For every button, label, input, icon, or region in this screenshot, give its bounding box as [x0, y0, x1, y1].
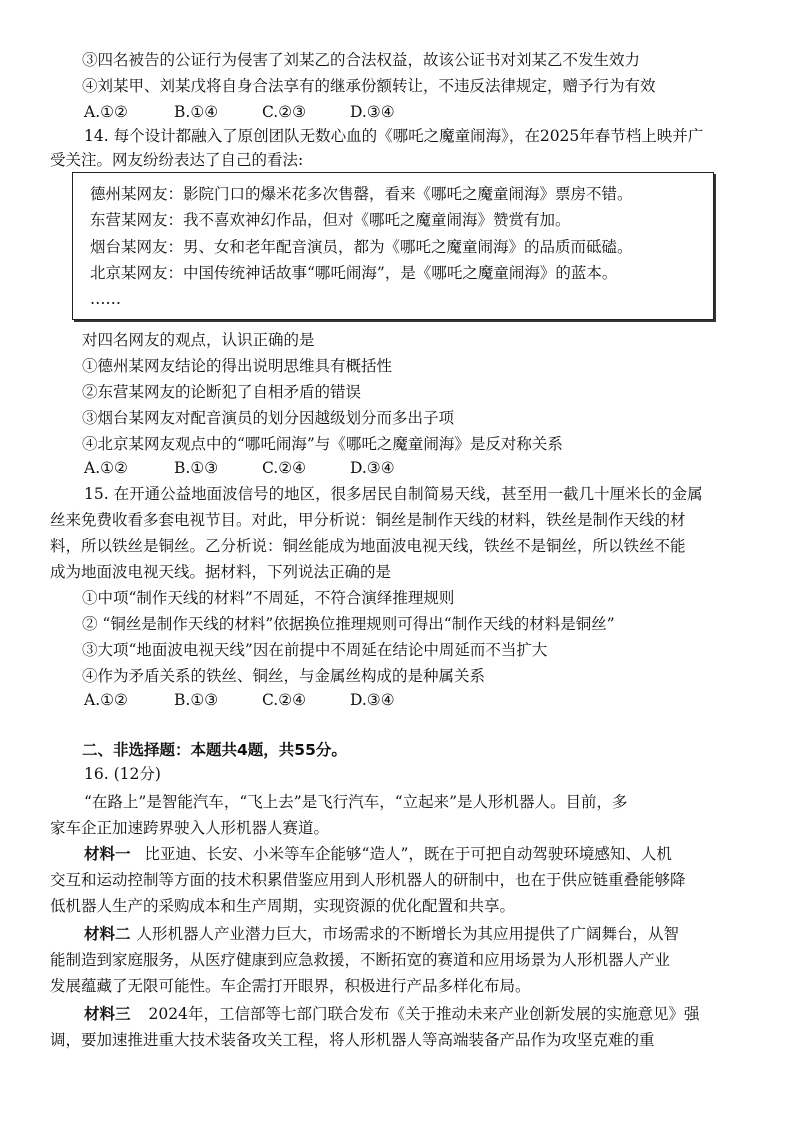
option-d: D.③④	[350, 103, 395, 121]
q14-statement: ④北京某网友观点中的“哪吒闹海”与《哪吒之魔童闹海》是反对称关系	[82, 435, 563, 453]
option-c: C.②③	[262, 103, 307, 121]
option-a: A.①②	[84, 459, 128, 477]
q14-statement: ①德州某网友结论的得出说明思维具有概括性	[82, 357, 393, 375]
material-3-line	[84, 1004, 699, 1024]
option-a: A.①②	[84, 691, 128, 709]
option-c: C.②④	[262, 691, 307, 709]
material-1-line: 交互和运动控制等方面的技术积累借鉴应用到人形机器人的研制中，也在于供应链重叠能够降	[50, 871, 686, 889]
q14-box-line: 德州某网友：影院门口的爆米花多次售罄，看来《哪吒之魔童闹海》票房不错。	[90, 185, 633, 203]
section-heading: 二、非选择题：本题共4题，共55分。	[82, 741, 347, 759]
material-2-line	[84, 924, 679, 944]
q15-statement: ③大项“地面波电视天线”因在前提中不周延在结论中周延而不当扩大	[82, 641, 548, 659]
q16-intro-line: 家车企正加速跨界驶入人形机器人赛道。	[50, 819, 330, 837]
q16-intro-line: “在路上”是智能汽车，“飞上去”是飞行汽车，“立起来”是人形机器人。目前，多	[84, 793, 628, 811]
q13-statement-4: ④刘某甲、刘某戊将自身合法享有的继承份额转让，不违反法律规定，赠予行为有效	[82, 77, 656, 95]
option-b: B.①③	[174, 459, 219, 477]
material-1-line	[84, 844, 672, 864]
q14-prompt: 对四名网友的观点，认识正确的是	[82, 331, 315, 349]
material-2-tag: 材料二	[84, 924, 131, 943]
q13-options	[84, 102, 395, 122]
material-3-text: 2024年，工信部等七部门联合发布《关于推动未来产业创新发展的实施意见》强	[148, 1005, 700, 1023]
q15-statement: ①中项“制作天线的材料”不周延，不符合演绎推理规则	[82, 589, 455, 607]
material-2-line: 发展蕴藏了无限可能性。车企需打开眼界，积极进行产品多样化布局。	[50, 977, 531, 995]
material-3-tag: 材料三	[84, 1004, 131, 1023]
option-c: C.②④	[262, 459, 307, 477]
option-d: D.③④	[350, 691, 395, 709]
q14-box-line: 东营某网友：我不喜欢神幻作品，但对《哪吒之魔童闹海》赞赏有加。	[90, 211, 571, 229]
material-1-tag: 材料一	[84, 844, 131, 863]
q15-stem-line: 料，所以铁丝是铜丝。乙分析说：铜丝能成为地面波电视天线，铁丝不是铜丝，所以铁丝不能	[50, 537, 686, 555]
q14-statement: ②东营某网友的论断犯了自相矛盾的错误	[82, 383, 362, 401]
q15-stem-line: 成为地面波电视天线。据材料，下列说法正确的是	[50, 563, 392, 581]
q15-options	[84, 690, 395, 710]
q13-statement-3: ③四名被告的公证行为侵害了刘某乙的合法权益，故该公证书对刘某乙不发生效力	[82, 51, 641, 69]
option-b: B.①④	[174, 103, 219, 121]
q15-statement: ④作为矛盾关系的铁丝、铜丝，与金属丝构成的是种属关系	[82, 667, 486, 685]
q15-stem-line: 丝来免费收看多套电视节目。对此，甲分析说：铜丝是制作天线的材料，铁丝是制作天线的材	[50, 511, 686, 529]
q14-stem-line2: 受关注。网友纷纷表达了自己的看法:	[50, 151, 304, 169]
q14-options	[84, 458, 395, 478]
q15-statement: ② “铜丝是制作天线的材料”依据换位推理规则可得出“制作天线的材料是铜丝”	[82, 615, 615, 633]
material-1-text: 比亚迪、长安、小米等车企能够“造人”，既在于可把自动驾驶环境感知、人机	[144, 845, 672, 863]
option-a: A.①②	[84, 103, 128, 121]
material-1-line: 低机器人生产的采购成本和生产周期，实现资源的优化配置和共享。	[50, 897, 516, 915]
q14-box-ellipsis: ……	[90, 290, 121, 308]
q14-box-line: 烟台某网友：男、女和老年配音演员，都为《哪吒之魔童闹海》的品质而砥磕。	[90, 238, 633, 256]
option-d: D.③④	[350, 459, 395, 477]
material-2-text: 人形机器人产业潜力巨大，市场需求的不断增长为其应用提供了广阔舞台，从智	[136, 925, 680, 943]
q16-label: 16. (12分)	[84, 765, 161, 783]
q14-statement: ③烟台某网友对配音演员的划分因越级划分而多出子项	[82, 409, 455, 427]
material-3-line: 调，要加速推进重大技术装备攻关工程，将人形机器人等高端装备产品作为攻坚克难的重	[50, 1031, 655, 1049]
option-b: B.①③	[174, 691, 219, 709]
q15-stem-line: 15. 在开通公益地面波信号的地区，很多居民自制简易天线，甚至用一截几十厘米长的金属	[84, 485, 703, 503]
q14-box-line: 北京某网友：中国传统神话故事“哪吒闹海”，是《哪吒之魔童闹海》的蓝本。	[90, 264, 618, 282]
q14-stem-line1: 14. 每个设计都融入了原创团队无数心血的《哪吒之魔童闹海》，在2025年春节档上映并广	[84, 127, 704, 145]
material-2-line: 能制造到家庭服务，从医疗健康到应急救援，不断拓宽的赛道和应用场景为人形机器人产业	[50, 951, 671, 969]
